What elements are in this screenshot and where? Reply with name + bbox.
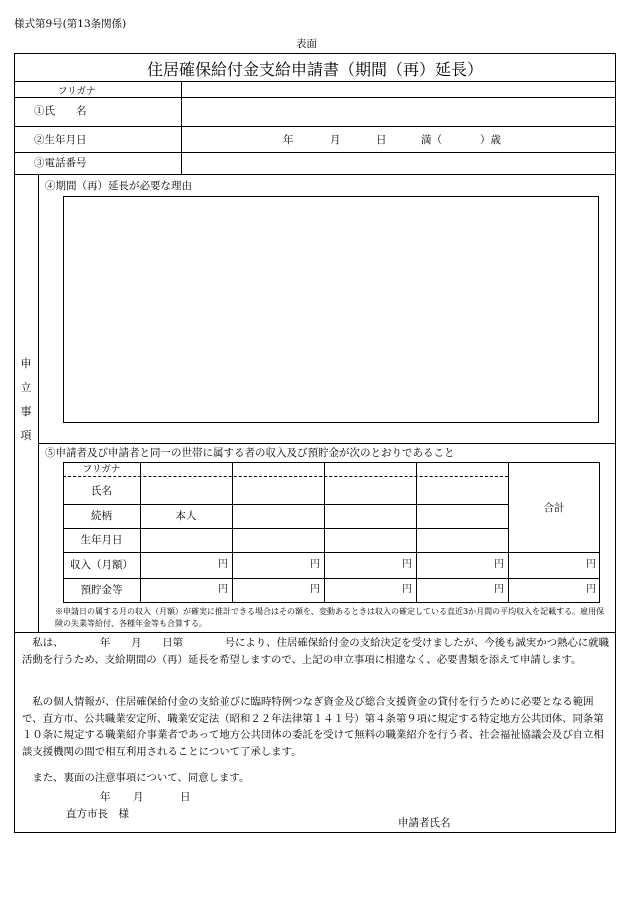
row-label-income: 収入（月額） [70,559,133,571]
income-table [63,462,600,603]
row-label-relation: 続柄 [91,510,112,522]
divider [14,126,616,127]
form-number: 様式第9号(第13条関係) [14,18,127,30]
divider [232,462,233,603]
yen-unit: 円 [586,584,596,595]
section-label-vertical: 申立事項 [20,357,32,442]
furigana-label: フリガナ [58,86,96,97]
recipient: 直方市長 様 [66,808,129,820]
signature-label: 申請者氏名 [398,817,451,829]
income-label: ⑤申請者及び申請者と同一の世帯に属する者の収入及び預貯金が次のとおりであること [45,447,455,459]
divider [63,528,508,529]
divider [63,476,508,477]
birth-day-unit: 日 [376,134,387,146]
birthdate-label: ②生年月日 [34,134,87,146]
yen-unit: 円 [402,559,412,570]
divider [140,462,141,603]
row-label-furigana: フリガナ [82,464,121,475]
divider [63,552,600,553]
divider [14,81,616,82]
divider [38,174,39,632]
divider [63,504,508,505]
phone-label: ③電話番号 [34,157,87,169]
divider [181,81,182,174]
yen-unit: 円 [218,584,228,595]
row-label-name: 氏名 [91,485,112,497]
age-prefix: 満（ [421,134,442,146]
yen-unit: 円 [586,559,596,570]
reason-label: ④期間（再）延長が必要な理由 [45,180,192,192]
yen-unit: 円 [310,584,320,595]
divider [38,443,616,444]
divider [14,152,616,153]
yen-unit: 円 [402,584,412,595]
declaration-paragraph-2: 私の個人情報が、住居確保給付金の支給並びに臨時特例つなぎ資金及び総合支援資金の貸付を行うために必要となる範囲で、直方市、公共職業安定所、職業安定法（昭和２２年法律第１４１号）第４条第９項に規定する特定地方公共団体、同条第１０条に規定する職業紹介事業者であって地方公共団体の委託を受けて無料の職業紹介を行う者、社会福祉協議会及び自立相談支援機関の間で相互利用されることについて了承します。 [22,696,604,758]
yen-unit: 円 [494,559,504,570]
declaration-paragraph-1: 私は、 年 月 日第 号により、住居確保給付金の支給決定を受けましたが、今後も誠実かつ熱心に就職活動を行うため、支給期間の（再）延長を希望しますので、上記の申立事項に相違なく、必要書類を添えて申請します。 [22,637,610,666]
yen-unit: 円 [218,559,228,570]
page-side-label: 表面 [296,38,317,50]
form-title: 住居確保給付金支給申請書（期間（再）延長） [146,60,483,79]
total-label: 合計 [543,502,565,514]
birth-year-unit: 年 [283,134,294,146]
divider [63,578,600,579]
name-label: ①氏 名 [34,105,87,117]
date-year-unit: 年 [100,791,111,803]
yen-unit: 円 [310,559,320,570]
yen-unit: 円 [494,584,504,595]
reason-textarea[interactable] [63,196,599,423]
divider [14,174,616,175]
date-day-unit: 日 [180,791,191,803]
row-label-savings: 預貯金等 [80,584,123,596]
declaration-paragraph-3: また、裏面の注意事項について、同意します。 [22,772,250,784]
divider [324,462,325,603]
row-label-birthdate: 生年月日 [80,534,123,546]
self-relation: 本人 [175,510,197,522]
age-suffix: ）歳 [480,134,501,146]
date-month-unit: 月 [133,791,144,803]
birth-month-unit: 月 [330,134,341,146]
divider [416,462,417,603]
divider [508,462,509,603]
divider [14,97,616,98]
income-note: ※申請日の属する月の収入（月額）が確実に推計できる場合はその額を、変動あるときは収入の確定している直近3か月間の平均収入を記載する。雇用保険の失業等給付、各種年金等も合算する。 [55,607,605,628]
divider [14,632,616,633]
